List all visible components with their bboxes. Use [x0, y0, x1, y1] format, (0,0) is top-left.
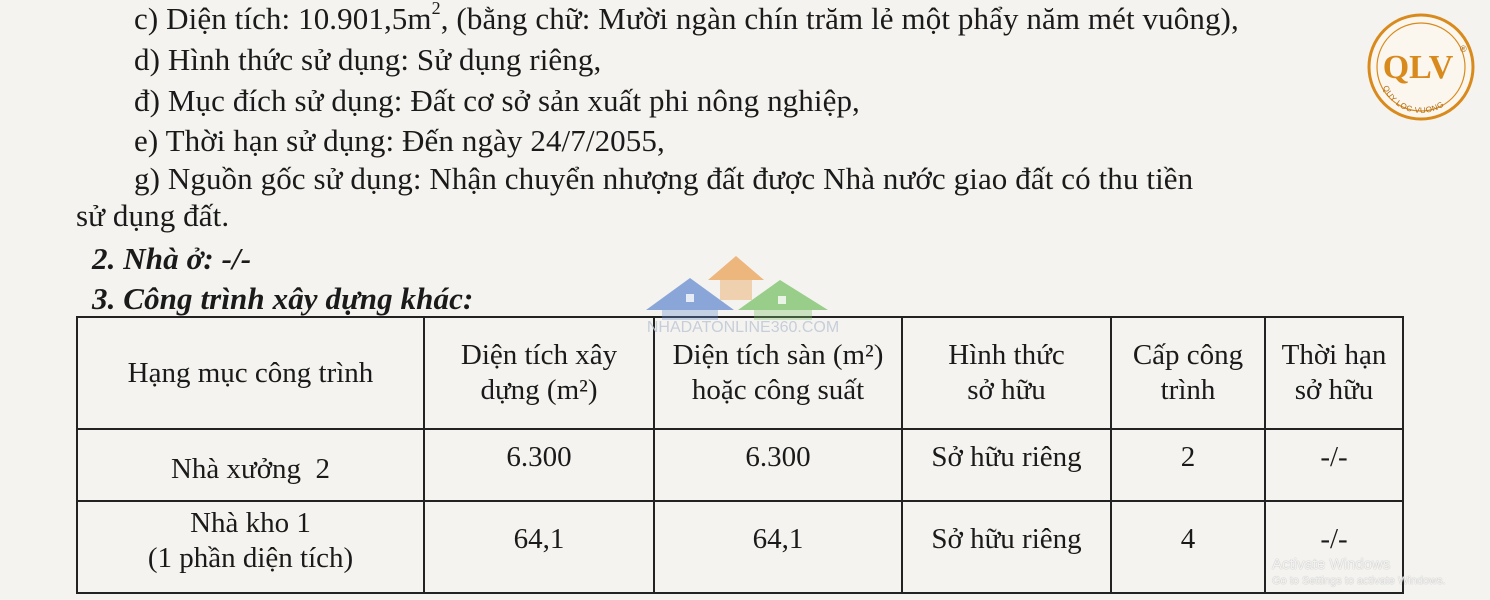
housing-heading: 2. Nhà ở: -/-: [92, 241, 252, 276]
cell-ownership: Sở hữu riêng: [902, 429, 1111, 501]
cell-item-note: (1 phần diện tích): [147, 542, 354, 574]
area-in-words: , (bằng chữ: Mười ngàn chín trăm lẻ một phẩy năm mét vuông),: [440, 1, 1239, 36]
col-header-grade: Cấp công trình: [1111, 317, 1265, 429]
logo-registered-mark: ®: [1460, 44, 1467, 54]
area-line: [134, 0, 1239, 38]
usage-purpose-line: đ) Mục đích sử dụng: Đất cơ sở sản xuất phi nông nghiệp,: [134, 83, 860, 118]
activate-windows-title: Activate Windows: [1272, 556, 1391, 573]
qlv-logo-icon: [1366, 12, 1476, 122]
other-works-heading: 3. Công trình xây dựng khác:: [92, 281, 474, 316]
cell-build-area: 6.300: [424, 429, 654, 501]
col-header-ownership: Hình thức sở hữu: [902, 317, 1111, 429]
activate-windows-subtitle: Go to Settings to activate Windows.: [1272, 575, 1446, 587]
cell-term: -/-: [1265, 501, 1403, 593]
watermark-text: NHADATONLINE360.COM: [646, 319, 840, 336]
cell-grade: 4: [1111, 501, 1265, 593]
cell-item-name: Nhà kho 1: [190, 507, 311, 539]
col-header-floor-area: Diện tích sàn (m²) hoặc công suất: [654, 317, 902, 429]
table-row: [77, 429, 1403, 501]
area-text: c) Diện tích: 10.901,5m: [134, 1, 432, 36]
cell-term: -/-: [1265, 429, 1403, 501]
col-header-build-area: Diện tích xây dựng (m²): [424, 317, 654, 429]
usage-origin-line: g) Nguồn gốc sử dụng: Nhận chuyển nhượng đất được Nhà nước giao đất có thu tiền: [134, 161, 1194, 196]
cell-item: Nhà xưởng 2: [77, 429, 424, 501]
logo-initials: QLV: [1382, 49, 1454, 86]
cell-item: [77, 501, 424, 593]
construction-works-table: [76, 316, 1404, 594]
col-header-item: Hạng mục công trình: [77, 317, 424, 429]
cell-build-area: 64,1: [424, 501, 654, 593]
cell-ownership: Sở hữu riêng: [902, 501, 1111, 593]
col-header-term: Thời hạn sở hữu: [1265, 317, 1403, 429]
usage-origin-line-cont: sử dụng đất.: [76, 198, 230, 233]
cell-floor-area: 6.300: [654, 429, 902, 501]
cell-floor-area: 64,1: [654, 501, 902, 593]
logo-ring-text: QUY LOC VUONG: [1380, 84, 1446, 116]
activate-windows-notice: [1272, 556, 1446, 587]
cell-grade: 2: [1111, 429, 1265, 501]
usage-term-line: e) Thời hạn sử dụng: Đến ngày 24/7/2055,: [134, 123, 665, 158]
usage-form-line: d) Hình thức sử dụng: Sử dụng riêng,: [134, 42, 602, 77]
table-row: [77, 501, 1403, 593]
area-unit-superscript: 2: [431, 0, 441, 18]
watermark-house-icon: [628, 252, 858, 338]
